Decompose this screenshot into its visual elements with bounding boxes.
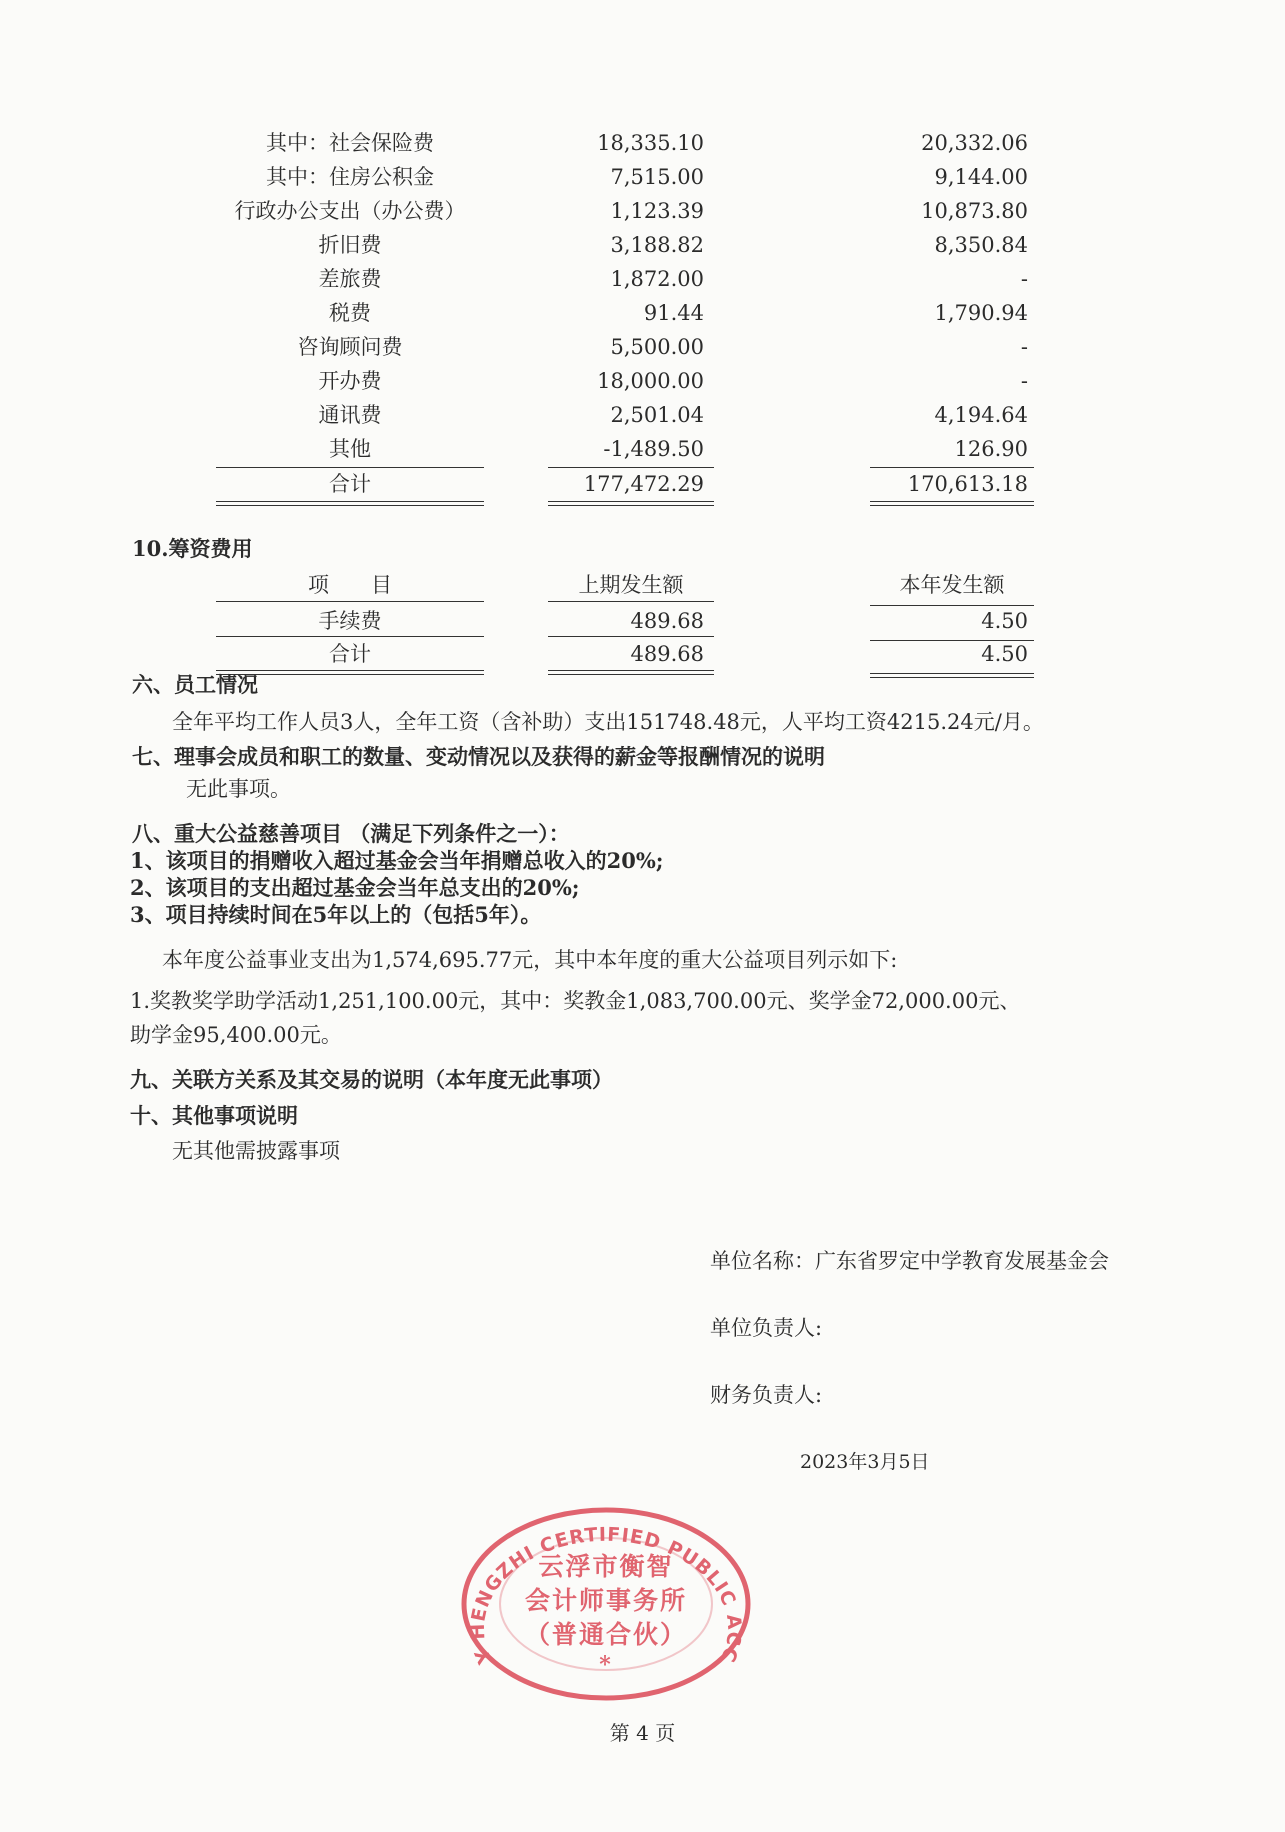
row-label: 其他 [329,437,371,461]
curr-amount: 10,873.80 [921,199,1028,223]
row-label: 差旅费 [318,267,382,291]
curr-amount: 8,350.84 [934,233,1028,257]
section8-item-line: 1.奖教奖学助学活动1,251,100.00元，其中：奖教金1,083,700.00元、奖学金72,000.00元、 [130,989,1021,1013]
financing-heading: 10.筹资费用 [132,536,253,561]
unit-head: 单位负责人: [710,1316,823,1340]
table-row [0,398,1285,432]
table-row [0,262,1285,296]
curr-amount: 20,332.06 [921,131,1028,155]
prev-amount: 18,335.10 [597,131,704,155]
condition-item: 1、该项目的捐赠收入超过基金会当年捐赠总收入的20%; [130,848,664,873]
prev-amount: 1,123.39 [610,199,704,223]
section10-heading: 十、其他事项说明 [130,1103,298,1128]
accounting-firm-seal [460,1506,752,1702]
prev-amount: 91.44 [643,301,704,325]
curr-amount: 9,144.00 [934,165,1028,189]
curr-amount: 4.50 [981,609,1028,633]
section8-heading: 八、重大公益慈善项目 （满足下列条件之一）： [132,821,570,846]
prev-amount: 3,188.82 [610,233,704,257]
header-curr: 本年发生额 [899,573,1005,597]
section7-heading: 七、理事会成员和职工的数量、变动情况以及获得的薪金等报酬情况的说明 [132,744,825,769]
seal-line: （普通合伙） [524,1620,687,1649]
condition-item: 3、项目持续时间在5年以上的（包括5年）。 [130,902,542,927]
table-row [0,604,1285,638]
seal-inner-text [496,1550,716,1678]
prev-amount: 1,872.00 [610,267,704,291]
curr-amount: 126.90 [954,437,1028,461]
table-row [0,126,1285,160]
table-row [0,160,1285,194]
section8-summary: 本年度公益事业支出为1,574,695.77元，其中本年度的重大公益项目列示如下: [162,948,898,972]
table-row [0,330,1285,364]
table-row [0,194,1285,228]
table-row [0,228,1285,262]
prev-amount: 489.68 [630,642,704,666]
curr-amount: - [1020,335,1028,359]
row-label: 其中：社会保险费 [266,131,434,155]
curr-amount: 4,194.64 [934,403,1028,427]
seal-outer-text: Y HENGZHI CERTIFIED PUBLIC ACC [466,1523,746,1668]
section6-body: 全年平均工作人员3人，全年工资（含补助）支出151748.48元，人平均工资4215.24元/月。 [172,710,1044,734]
header-item: 项 目 [308,573,392,597]
divider [548,601,714,602]
curr-amount: 1,790.94 [934,301,1028,325]
double-divider [870,501,1034,506]
curr-amount: 4.50 [981,642,1028,666]
section6-heading: 六、员工情况 [132,672,258,697]
prev-amount: 2,501.04 [610,403,704,427]
header-prev: 上期发生额 [578,573,684,597]
seal-star-icon: * [599,1652,613,1678]
curr-amount: 170,613.18 [907,472,1028,496]
total-row [0,467,1285,501]
row-label: 其中：住房公积金 [266,165,434,189]
row-label: 合计 [329,472,371,496]
section7-body: 无此事项。 [186,777,291,801]
page-number: 第 4 页 [609,1721,676,1745]
prev-amount: -1,489.50 [603,437,704,461]
row-label: 合计 [329,642,371,666]
prev-amount: 489.68 [630,609,704,633]
section10-body: 无其他需披露事项 [172,1139,340,1163]
row-label: 手续费 [318,609,382,633]
row-label: 咨询顾问费 [297,335,403,359]
curr-amount: - [1020,267,1028,291]
seal-line: 会计师事务所 [524,1586,687,1615]
row-label: 税费 [329,301,371,325]
row-label: 通讯费 [318,403,382,427]
table-row [0,364,1285,398]
double-divider [870,673,1034,678]
prev-amount: 177,472.29 [583,472,704,496]
row-label: 折旧费 [318,233,382,257]
report-date: 2023年3月5日 [800,1451,930,1473]
row-label: 行政办公支出（办公费） [234,199,466,223]
table-header-row [0,568,1285,602]
section9-heading: 九、关联方关系及其交易的说明（本年度无此事项） [130,1067,613,1092]
condition-item: 2、该项目的支出超过基金会当年总支出的20%; [130,875,580,900]
double-divider [216,501,484,506]
seal-line: 云浮市衡智 [538,1552,674,1581]
total-row [0,637,1285,671]
row-label: 开办费 [318,369,382,393]
prev-amount: 7,515.00 [610,165,704,189]
finance-head: 财务负责人: [710,1383,823,1407]
section8-item-line: 助学金95,400.00元。 [130,1023,342,1047]
divider [216,601,484,602]
curr-amount: - [1020,369,1028,393]
double-divider [548,501,714,506]
table-row [0,296,1285,330]
prev-amount: 5,500.00 [610,335,704,359]
table-row [0,432,1285,466]
prev-amount: 18,000.00 [597,369,704,393]
double-divider [548,670,714,675]
unit-name: 单位名称：广东省罗定中学教育发展基金会 [710,1249,1109,1273]
